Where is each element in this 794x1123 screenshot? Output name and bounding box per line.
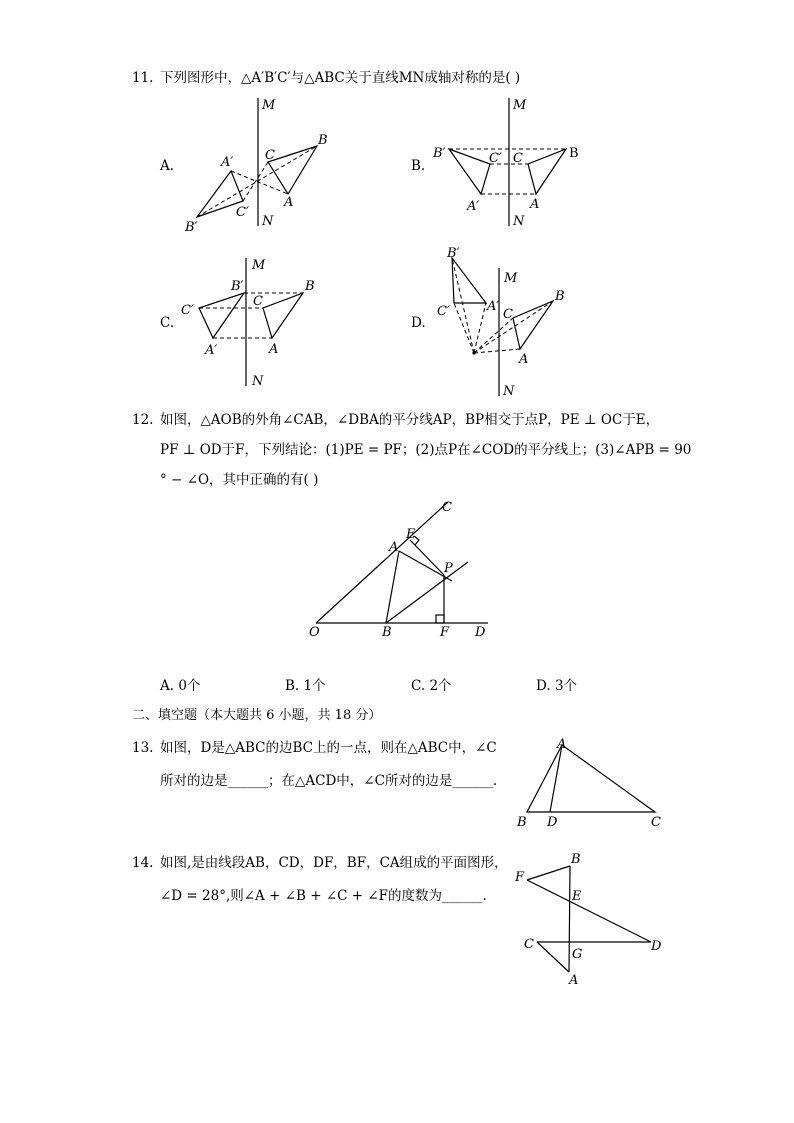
q11-number: 11.: [132, 70, 154, 86]
label-c-prime: C′: [489, 151, 502, 166]
label-b-prime: B′: [433, 146, 446, 161]
label-a: A: [269, 342, 279, 357]
q11-fig-a-group: [184, 98, 328, 235]
label-b: B: [571, 852, 581, 867]
dash-d4: [474, 318, 513, 353]
bisector-bp: [386, 562, 468, 623]
label-c-prime: C′: [181, 303, 194, 318]
q13-line-2: 所对的边是______；在△ACD中，∠C所对的边是______.: [160, 773, 498, 789]
q13-line-1: 如图，D是△ABC的边BC上的一点，则在△ABC中，∠C: [160, 740, 497, 756]
choice-letter: D.: [536, 678, 551, 694]
section-2-title: 二、填空题（本大题共 6 小题，共 18 分）: [132, 708, 382, 723]
choice-text: 2个: [429, 678, 452, 694]
label-n: N: [513, 214, 525, 229]
label-n: N: [503, 384, 515, 399]
label-c-prime: C′: [437, 304, 450, 319]
q13-number: 13.: [132, 740, 154, 756]
q11-fig-d-group: [437, 246, 565, 399]
label-b: B: [517, 815, 527, 830]
dash-cc-a: [243, 162, 268, 201]
q14-number: 14.: [132, 855, 154, 871]
triangle-abc-b: [528, 149, 566, 194]
choice-text: 1个: [303, 678, 326, 694]
segment-ab: [386, 551, 399, 623]
label-b-prime: B′: [185, 220, 198, 235]
q11-option-d-label: D.: [411, 315, 426, 331]
label-d: D: [475, 625, 486, 640]
q11-fig-b-group: [432, 98, 579, 229]
label-c-prime: C′: [236, 205, 249, 220]
q12-choice-c: [411, 676, 452, 696]
label-c: C: [513, 151, 523, 166]
label-e: E: [406, 527, 416, 542]
triangle-abc-c: [263, 293, 303, 338]
label-d: D: [547, 815, 558, 830]
label-b: B: [318, 133, 328, 148]
label-c: C: [442, 500, 452, 515]
label-e: E: [572, 889, 582, 904]
label-d: D: [651, 939, 662, 954]
q12-choice-b: [285, 676, 326, 696]
segment-ad: [550, 745, 562, 812]
segment-fb: [527, 866, 570, 880]
label-a: A: [530, 197, 540, 212]
choice-letter: B.: [285, 678, 300, 694]
segment-pe: [410, 540, 444, 575]
dash-d6: [474, 301, 553, 353]
q12-number: 12.: [132, 412, 154, 428]
label-m: M: [513, 98, 527, 113]
label-a: A: [389, 540, 399, 555]
choice-text: 3个: [554, 678, 578, 694]
label-a: A: [557, 737, 567, 752]
choice-letter: A.: [160, 678, 175, 694]
label-c: C: [651, 815, 661, 830]
q13-figure: [516, 737, 661, 830]
label-o: O: [309, 625, 320, 640]
choice-text: 0个: [178, 678, 201, 694]
center-point-d: [472, 351, 475, 354]
label-a-prime: A′: [487, 299, 500, 314]
label-a-prime: A′: [205, 343, 218, 358]
q14-line-2: ∠D = 28°,则∠A + ∠B + ∠C + ∠F的度数为______.: [160, 888, 487, 904]
label-n: N: [252, 374, 264, 389]
label-g: G: [572, 947, 583, 962]
q14-figure: [514, 852, 662, 988]
triangle-prime-d: [452, 258, 486, 303]
label-a-prime: A′: [467, 199, 480, 214]
q14-line-1: 如图,是由线段AB，CD，DF，BF，CA组成的平面图形，: [160, 855, 508, 871]
label-c: C: [265, 148, 275, 163]
label-m: M: [252, 258, 266, 273]
right-angle-f: [436, 615, 444, 623]
label-m: M: [262, 98, 276, 113]
q12-choice-d: [536, 676, 577, 696]
q11-stem: 下列图形中，△A′B′C′与△ABC关于直线MN成轴对称的是( ): [160, 70, 521, 86]
label-a: A: [284, 195, 294, 210]
triangle-prime-b: [449, 149, 490, 194]
q12-figure: [309, 500, 488, 640]
q12-choice-a: [160, 676, 200, 696]
triangle-abc-a: [268, 146, 317, 194]
q12-line-1: 如图，△AOB的外角∠CAB，∠DBA的平分线AP，BP相交于点P，PE ⊥ OC于E，: [160, 412, 660, 428]
triangle-abc-d: [513, 301, 553, 349]
q11-option-b-label: B.: [411, 158, 426, 174]
q12-line-3: ° − ∠O，其中正确的有( ): [160, 472, 319, 488]
label-f: F: [515, 870, 525, 885]
segment-ca: [537, 942, 569, 972]
choice-letter: C.: [411, 678, 426, 694]
q12-line-2: PF ⊥ OD于F，下列结论：(1)PE = PF；(2)点P在∠COD的平分线上；(3)∠APB = 90: [160, 442, 692, 458]
label-b: B: [305, 279, 315, 294]
label-b-prime: B′: [231, 279, 244, 294]
label-b: B: [382, 625, 392, 640]
label-a: A: [569, 973, 579, 988]
dash-d5: [474, 349, 520, 353]
label-b-prime: B′: [447, 246, 460, 261]
segment-fd: [527, 880, 651, 942]
triangle-prime-c: [199, 293, 244, 338]
label-c: C: [524, 937, 534, 952]
label-a-prime: A′: [221, 155, 234, 170]
triangle-abc: [527, 745, 655, 812]
label-b: B: [569, 146, 579, 161]
label-p: P: [444, 561, 453, 576]
ray-oc: [316, 502, 448, 623]
q11-option-a-label: A.: [160, 158, 175, 174]
dash-d3: [474, 303, 486, 353]
label-b: B: [555, 289, 565, 304]
label-f: F: [440, 625, 450, 640]
segment-ba: [569, 866, 570, 972]
label-n: N: [262, 214, 274, 229]
label-c: C: [503, 307, 513, 322]
q11-fig-c-group: [181, 258, 315, 389]
label-c: C: [253, 294, 263, 309]
label-m: M: [504, 271, 518, 286]
label-a: A: [519, 352, 529, 367]
q11-option-c-label: C.: [160, 315, 175, 331]
